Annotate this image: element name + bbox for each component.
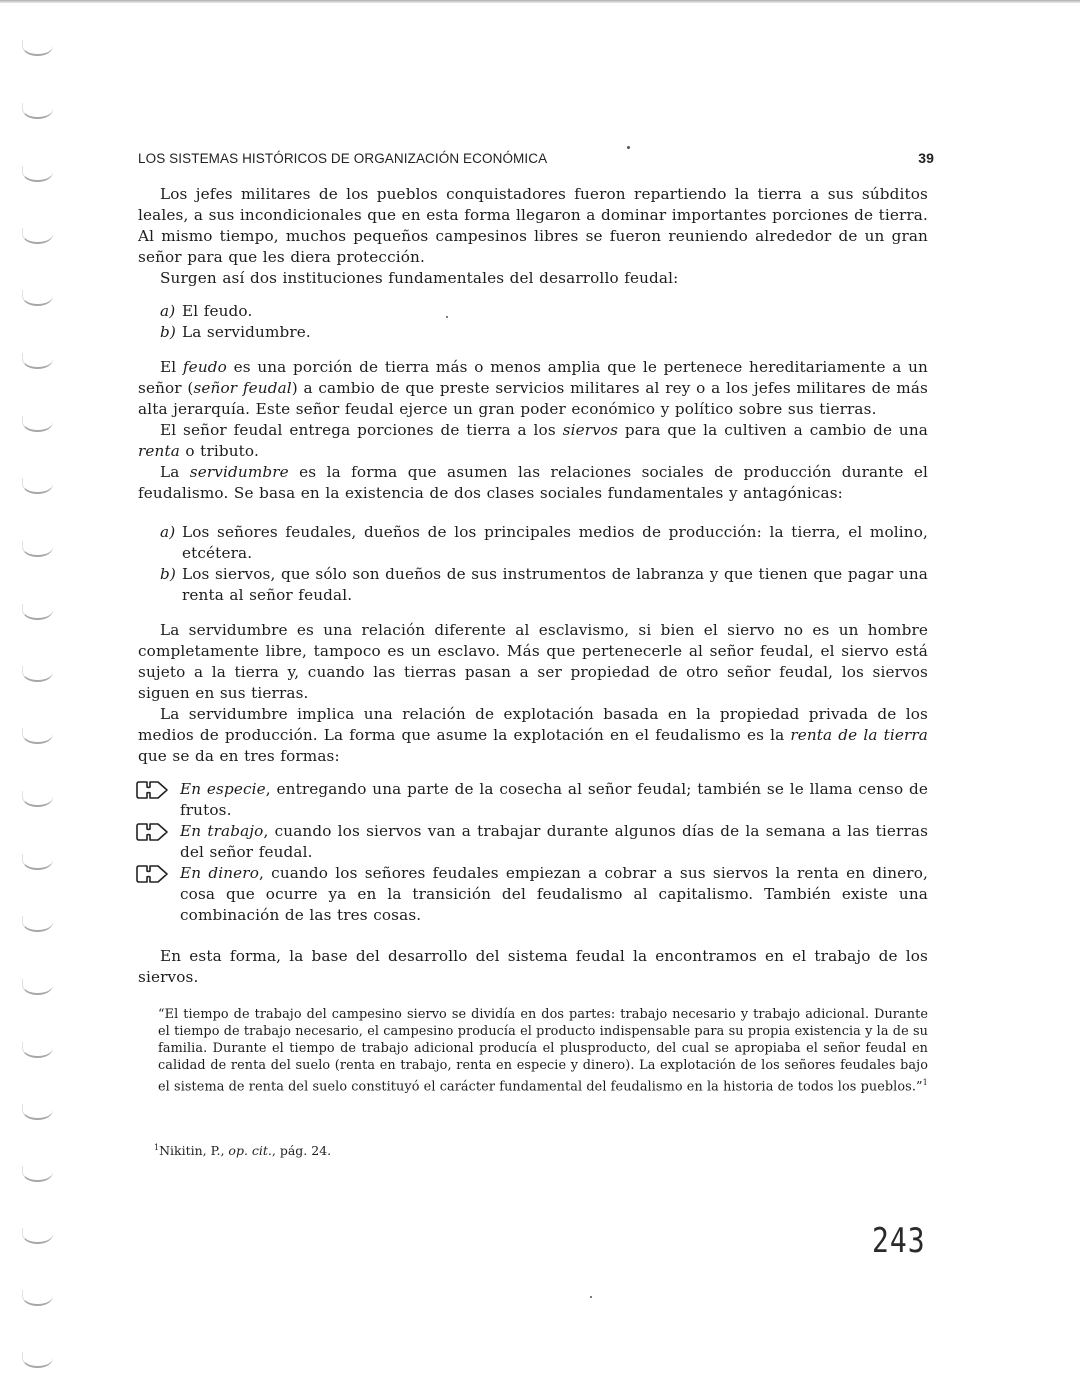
block-quote: “El tiempo de trabajo del campesino siervo se dividía en dos partes: trabajo necesario y trabajo adicional. Durante el tiempo de trabajo necesario, el campesino producía el producto indispensable para su propia existencia y la de su familia. Durante el tiempo de trabajo adicional producía el plusproducto, del cual se apropiaba el señor feudal en calidad de renta del suelo (renta en trabajo, renta en especie y dinero). La explotación de los señores feudales bajo el sistema de renta del suelo constituyó el carácter fundamental del feudalismo en la historia de todos los pueblos.”$^1$	[158, 1007, 928, 1095]
list-item: En dinero, cuando los señores feudales empiezan a cobrar a sus siervos la renta en dinero, cosa que ocurre ya en la transición del feudalismo al capitalismo. También existe una combinación de las tres cosas.	[138, 863, 928, 926]
list-item: b) Los siervos, que sólo son dueños de sus instrumentos de labranza y que tienen que pagar una renta al señor feudal.	[160, 565, 928, 604]
binding-mark	[22, 416, 53, 432]
binding-mark	[22, 604, 53, 620]
paragraph-servidumbre: La servidumbre es la forma que asumen las relaciones sociales de producción durante el feudalismo. Se basa en la existencia de dos clases sociales fundamentales y antagónicas:	[138, 463, 928, 502]
list-item: a) Los señores feudales, dueños de los principales medios de producción: la tierra, el molino, etcétera.	[160, 523, 928, 562]
binding-mark	[22, 1228, 53, 1244]
paragraph-feudo: El feudo es una porción de tierra más o menos amplia que le pertenece hereditariamente a un señor (señor feudal) a cambio de que preste servicios militares al rey o a los jefes militares de más alta jerarquía. Este señor feudal ejerce un gran poder económico y político sobre sus tierras.	[138, 358, 928, 418]
list-marker: b)	[160, 323, 176, 341]
binding-mark	[22, 1104, 53, 1120]
binding-mark	[22, 478, 53, 494]
binding-mark	[22, 979, 53, 995]
binding-mark	[22, 666, 53, 682]
scan-speck	[590, 1296, 592, 1298]
binding-mark	[22, 40, 53, 56]
body-text	[138, 184, 928, 988]
binding-mark	[22, 854, 53, 870]
binding-mark	[22, 166, 53, 182]
institutions-list	[138, 301, 928, 343]
list-item: En especie, entregando una parte de la cosecha al señor feudal; también se le llama censo de frutos.	[138, 779, 928, 821]
paragraph: En esta forma, la base del desarrollo del sistema feudal la encontramos en el trabajo de los siervos.	[138, 947, 928, 986]
binding-mark	[22, 353, 53, 369]
running-header	[138, 150, 934, 174]
social-classes-list	[138, 522, 928, 606]
footnote-ref: 1	[922, 1078, 928, 1087]
paragraph: La servidumbre es una relación diferente al esclavismo, si bien el siervo no es un hombre completamente libre, tampoco es un esclavo. Más que pertenecerle al señor feudal, el siervo está sujeto a la tierra y, cuando las tierras pasan a ser propiedad de otro señor feudal, los siervos siguen en sus tierras.	[138, 621, 928, 702]
handwritten-page-number: 243	[872, 1220, 926, 1261]
list-marker: a)	[160, 302, 176, 320]
binding-mark	[22, 728, 53, 744]
binding-mark	[22, 1352, 53, 1368]
binding-mark	[22, 916, 53, 932]
list-marker: a)	[160, 523, 176, 541]
paragraph: Surgen así dos instituciones fundamentales del desarrollo feudal:	[160, 269, 679, 287]
pointing-hand-icon	[136, 780, 170, 800]
list-item: b) La servidumbre.	[160, 323, 311, 341]
binding-mark	[22, 1290, 53, 1306]
list-item: En trabajo, cuando los siervos van a trabajar durante algunos días de la semana a las tierras del señor feudal.	[138, 821, 928, 863]
running-title: LOS SISTEMAS HISTÓRICOS DE ORGANIZACIÓN ECONÓMICA	[138, 151, 548, 166]
scan-speck	[446, 316, 448, 318]
pointing-hand-icon	[136, 822, 170, 842]
binding-mark	[22, 103, 53, 119]
page-content	[138, 150, 934, 1095]
pointing-hand-icon	[136, 864, 170, 884]
page-number: 39	[918, 150, 934, 166]
scan-top-edge	[0, 0, 1080, 3]
list-marker: b)	[160, 565, 176, 583]
scan-speck	[627, 146, 630, 149]
footnote: $^1$Nikitin, P., op. cit., pág. 24.	[154, 1143, 332, 1158]
paragraph: Los jefes militares de los pueblos conquistadores fueron repartiendo la tierra a sus súbditos leales, a sus incondicionales que en esta forma llegaron a dominar importantes porciones de tierra. Al mismo tiempo, muchos pequeños campesinos libres se fueron reuniendo alrededor de un gran señor para que les diera protección.	[138, 185, 928, 266]
binding-mark	[22, 290, 53, 306]
binding-mark	[22, 791, 53, 807]
binding-mark	[22, 541, 53, 557]
binding-mark	[22, 1042, 53, 1058]
binding-mark	[22, 228, 53, 244]
rent-forms-list	[138, 779, 928, 926]
binding-mark	[22, 1166, 53, 1182]
list-item: a) El feudo.	[160, 302, 253, 320]
paragraph-siervos: El señor feudal entrega porciones de tierra a los siervos para que la cultiven a cambio de una renta o tributo.	[138, 421, 928, 460]
paragraph-renta: La servidumbre implica una relación de explotación basada en la propiedad privada de los medios de producción. La forma que asume la explotación en el feudalismo es la renta de la tierra que se da en tres formas:	[138, 705, 928, 765]
